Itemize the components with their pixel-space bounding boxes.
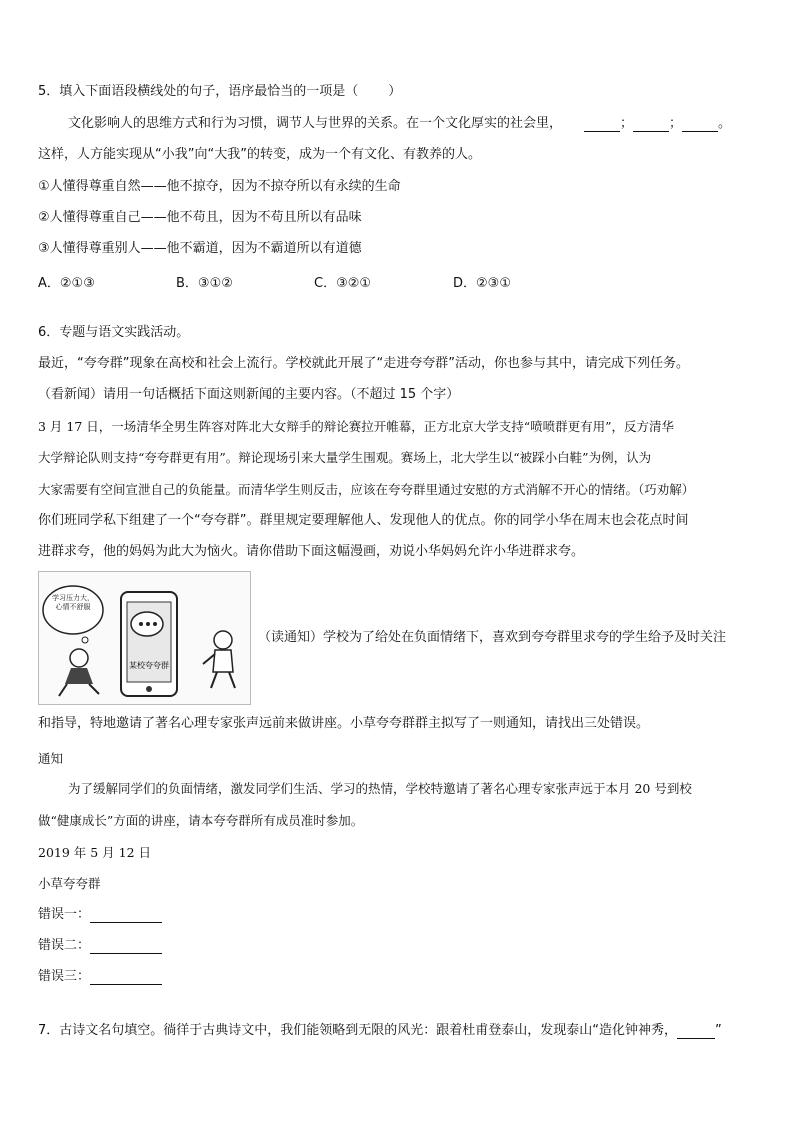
notice-signer: 小草夸夸群 [38,876,101,891]
q5-option-b[interactable]: B．③①② [176,276,233,291]
q5-blank-1[interactable] [584,118,620,132]
error-2-label: 错误二： [38,938,91,953]
q6-news-line-3: 大家需要有空间宣泄自己的负能量。而清华学生则反击，应该在夸夸群里通过安慰的方式消解不开心的情绪。（巧劝解） [38,482,695,497]
q5-stem [38,84,401,100]
notice-body-1: 为了缓解同学们的负面情绪，激发同学们生活、学习的热情，学校特邀请了著名心理专家张声远于本月 20 号到校 [68,781,692,796]
q5-blank-2[interactable] [633,118,669,132]
q5-item-1: ①人懂得尊重自然——他不掠夺，因为不掠夺所以有永续的生命 [38,179,401,194]
phone-button [146,686,152,692]
notice-heading: 通知 [38,751,64,766]
q5-para1 [68,116,731,132]
cartoon-bubble-text: 学习压力大，心情不舒服 [52,594,94,611]
cartoon-drawing [39,572,250,704]
q5-item-2: ②人懂得尊重自己——他不苟且，因为不苟且所以有品味 [38,210,362,225]
q6-notice-cont: 和指导，特地邀请了著名心理专家张声远前来做讲座。小草夸夸群群主拟写了一则通知，请找出三处错误。 [38,716,650,731]
error-1 [38,907,162,923]
q7-close: ” [715,1023,722,1038]
q6-notice-lead: （读通知）学校为了给处在负面情绪下，喜欢到夸夸群里求夸的学生给予及时关注 [258,630,727,645]
error-2 [38,938,162,954]
q6-title: 6．专题与语文实践活动。 [38,325,190,340]
person-head [214,631,232,649]
error-3-label: 错误三： [38,969,91,984]
q7-blank[interactable] [677,1025,715,1039]
q5-end: 。 [718,116,732,131]
q5-sep-1: ； [620,116,634,131]
q5-item-3: ③人懂得尊重别人——他不霸道，因为不霸道所以有道德 [38,241,362,256]
q7-text: 7．古诗文名句填空。徜徉于古典诗文中，我们能领略到无限的风光：跟着杜甫登泰山，发现泰山“造化钟神秀， [38,1023,678,1038]
cartoon-image [38,571,251,705]
q6-task-news: （看新闻）请用一句话概括下面这则新闻的主要内容。（不超过 15 个字） [38,387,460,402]
q5-stem-text: 5．填入下面语段横线处的句子，语序最恰当的一项是（ [38,84,359,99]
error-3-blank[interactable] [90,971,162,985]
q5-para2: 这样，人方能实现从“小我”向“大我”的转变，成为一个有文化、有教养的人。 [38,147,481,162]
q5-option-d[interactable]: D．②③① [453,276,511,291]
q6-news-line-2: 大学辩论队则支持“夸夸群更有用”。辩论现场引来大量学生围观。赛场上，北大学生以“被踩小白鞋”为例，认为 [38,450,652,465]
q5-stem-close: ） [388,84,402,99]
q5-option-a[interactable]: A．②①③ [38,276,95,291]
notice-date: 2019 年 5 月 12 日 [38,845,152,860]
error-1-blank[interactable] [90,909,162,923]
q6-intro: 最近，“夸夸群”现象在高校和社会上流行。学校就此开展了“走进夸夸群”活动，你也参与其中，请完成下列任务。 [38,356,689,371]
q6-advice-line-1: 你们班同学私下组建了一个“夸夸群”。群里规定要理解他人、发现他人的优点。你的同学小华在周末也会花点时间 [38,513,689,528]
q5-sep-2: ； [669,116,683,131]
q6-news-line-1: 3 月 17 日，一场清华全男生阵容对阵北大女辩手的辩论赛拉开帷幕，正方北京大学支持“喷喷群更有用”，反方清华 [38,419,675,434]
q5-para1-text: 文化影响人的思维方式和行为习惯，调节人与世界的关系。在一个文化厚实的社会里， [68,116,563,131]
cartoon-sign: 某校夸夸群 [129,661,169,670]
q6-advice-line-2: 进群求夸，他的妈妈为此大为恼火。请你借助下面这幅漫画，劝说小华妈妈允许小华进群求夸。 [38,544,585,559]
q7-line [38,1023,722,1039]
q5-option-c[interactable]: C．③②① [314,276,372,291]
student-head [70,649,88,667]
q5-blank-3[interactable] [682,118,718,132]
student-body [65,668,93,684]
person-body [213,650,233,672]
error-2-blank[interactable] [90,940,162,954]
notice-body-2: 做“健康成长”方面的讲座，请本夸夸群所有成员准时参加。 [38,813,364,828]
error-3 [38,969,162,985]
error-1-label: 错误一： [38,907,91,922]
